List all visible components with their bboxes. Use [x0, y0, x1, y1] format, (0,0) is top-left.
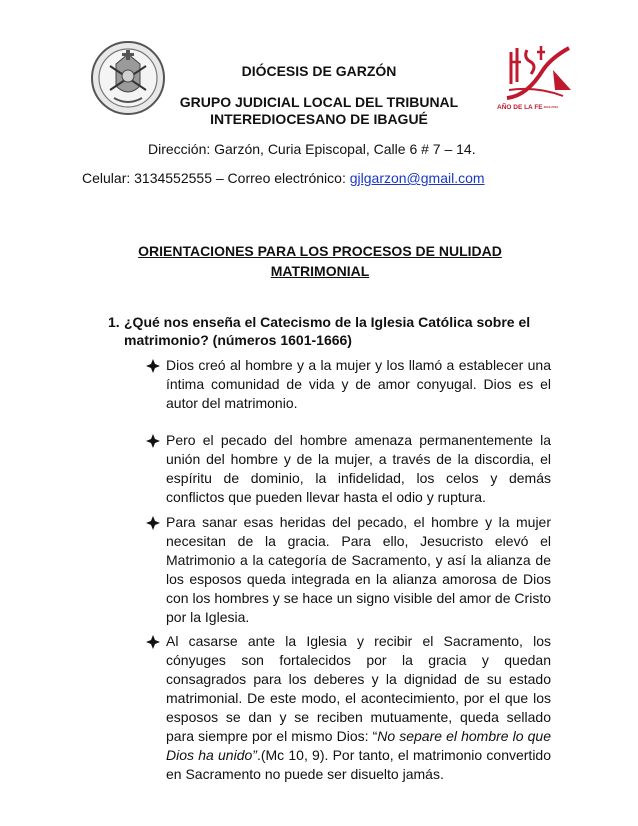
logo-caption-years: 2012-2013 — [543, 104, 558, 109]
bullet-text: Pero el pecado del hombre amenaza permanentemente la unión del hombre y de la mujer, a través de la discordia, el espíritu de dominio, la infidelidad, los celos y demás conflictos que pueden llevar hasta el odio y ruptura. — [166, 432, 551, 505]
diamond-bullet-icon — [146, 635, 160, 649]
address-line: Dirección: Garzón, Curia Episcopal, Calle 6 # 7 – 14. — [148, 141, 476, 157]
bullet-text: Dios creó al hombre y a la mujer y los llamó a establecer una íntima comunidad de vida y de amor conyugal. Dios es el autor del matrimonio. — [166, 357, 551, 411]
bullet-text-after: .(Mc 10, 9). Por tanto, el matrimonio convertido en Sacramento no puede ser disuelto jamás. — [166, 747, 551, 782]
phone-text: Celular: 3134552555 – Correo electrónico: — [82, 170, 350, 186]
email-link[interactable]: gjlgarzon@gmail.com — [349, 170, 485, 186]
question-number: 1. — [108, 314, 120, 330]
diamond-bullet-icon — [146, 359, 160, 373]
bullet-text-before: Al casarse ante la Iglesia y recibir el Sacramento, los cónyuges son fortalecidos por la gracia y quedan consagrados para los deberes y la dignidad de su estado matrimonial. De este modo, el acontecimiento, por el que los esposos se dan y se reciben mutuamente, queda sellado para siempre por el mismo Dios: “ — [166, 633, 551, 744]
bullet-text: Para sanar esas heridas del pecado, el hombre y la mujer necesitan de la gracia. Para ello, Jesucristo elevó el Matrimonio a la categoría de Sacramento, y así la alianza de los esposos queda integrada en la alianza amorosa de Dios con los hombres y se hace un signo visible del amor de Cristo por la Iglesia. — [166, 514, 551, 625]
diocese-name: DIÓCESIS DE GARZÓN — [241, 63, 397, 79]
section-title-line1: ORIENTACIONES PARA LOS PROCESOS DE NULIDAD — [138, 243, 502, 259]
bullet-text — [166, 632, 551, 784]
diamond-bullet-icon — [146, 434, 160, 448]
question-text: ¿Qué nos enseña el Catecismo de la Iglesia Católica sobre el matrimonio? (números 1601-1666) — [124, 314, 531, 348]
contact-line — [82, 170, 485, 187]
section-title-line2: MATRIMONIAL — [270, 263, 370, 279]
logo-caption: AÑO DE LA FE2012-2013 — [497, 104, 558, 111]
tribunal-group-line1: GRUPO JUDICIAL LOCAL DEL TRIBUNAL — [179, 94, 459, 110]
tribunal-group-line2: INTEREDIOCESANO DE IBAGUÉ — [210, 111, 428, 127]
bible-quote: No separe el hombre lo que Dios ha unido” — [166, 728, 552, 763]
diamond-bullet-icon — [146, 516, 160, 530]
